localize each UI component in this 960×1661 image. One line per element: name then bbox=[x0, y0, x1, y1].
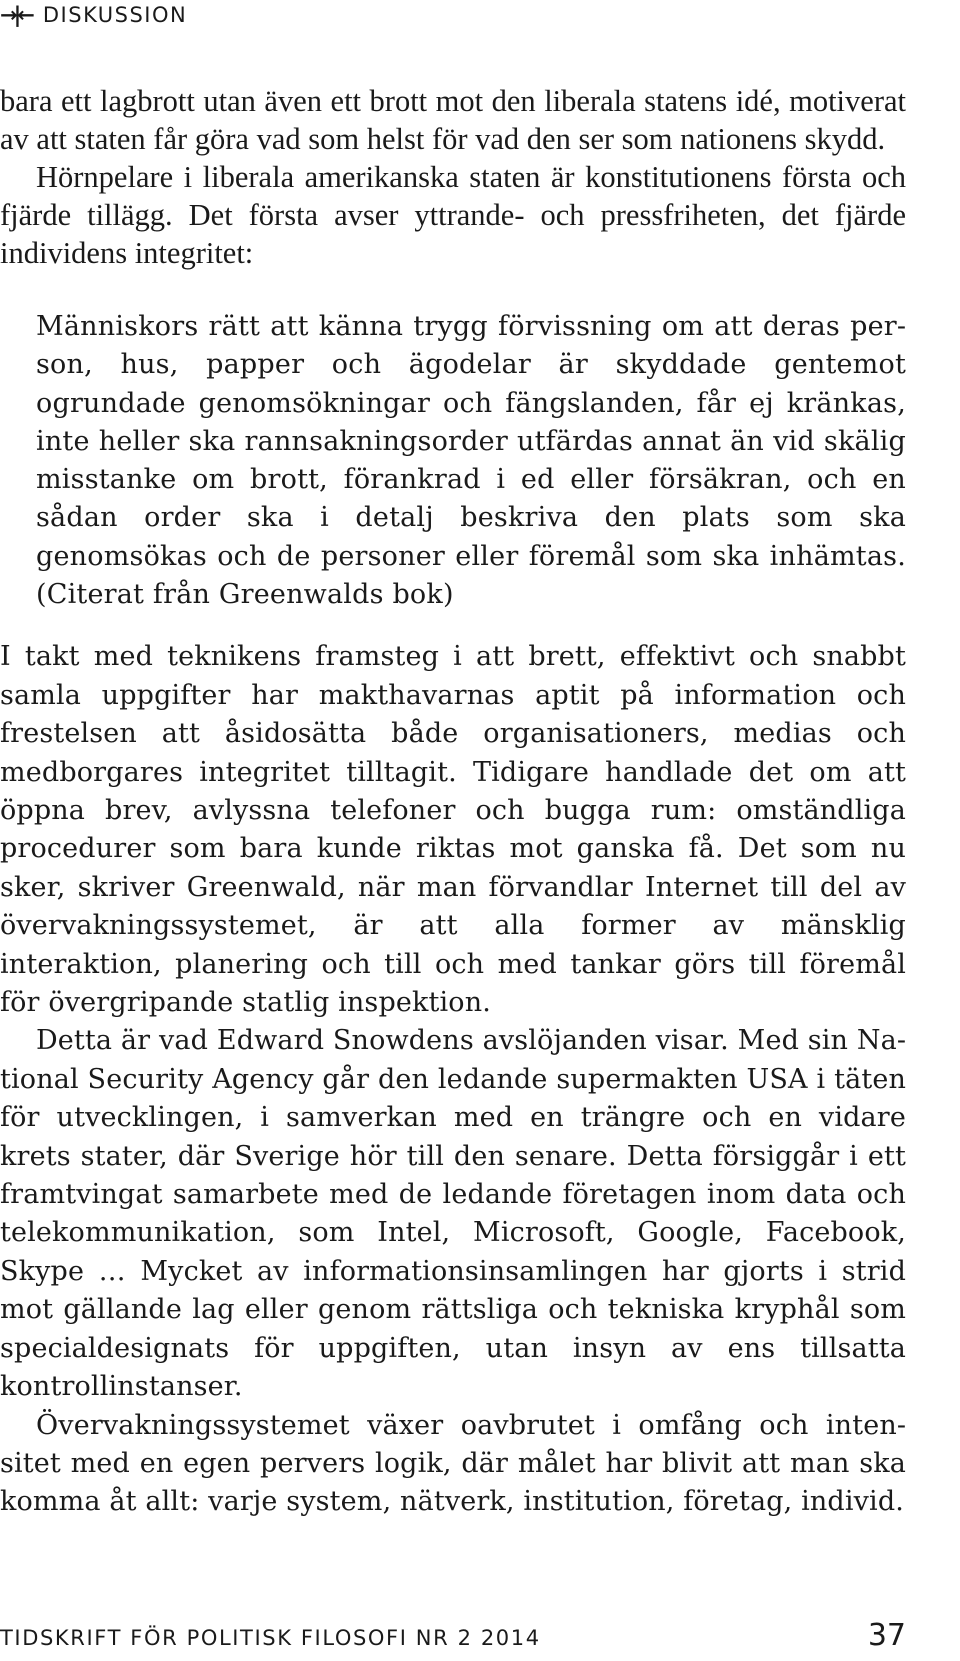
paragraph-3: I takt med teknikens framsteg i att brett, effektivt och snabbt samla uppgifter har makthavarnas aptit på information och frestelsen att åsidosätta både organisationers, medias och medborgares integritet tilltagit. Tidigare handlade det om att öppna brev, avlyssna telefoner och bugga rum: omständliga procedurer som bara kunde riktas mot ganska få. Det som nu sker, skriver Greenwald, när man förvandlar Internet till del av övervakningssystemet, är att alla former av mänsklig interaktion, planering och till och med tankar görs till föremål för övergripande statlig inspektion. bbox=[0, 641, 906, 1019]
section-arrows-icon: →|← bbox=[0, 3, 31, 27]
section-header bbox=[0, 0, 187, 30]
block-quote: Människors rätt att känna trygg förvissning om att deras person, hus, papper och ägodelar är skyddade gentemot ogrundade genomsökningar och fängslanden, får ej kränkas, inte heller ska rannsakningsorder utfärdas annat än vid skälig misstanke om brott, förankrad i ed eller försäkran, och en sådan order ska i detalj beskriva den plats som ska genomsökas och de personer eller föremål som ska inhämtas. (Citerat från Greenwalds bok) bbox=[36, 311, 906, 611]
page-footer bbox=[0, 1618, 906, 1653]
paragraph-1: bara ett lagbrott utan även ett brott mot den liberala statens idé, motiverat av att staten får göra vad som helst för vad den ser som nationens skydd. bbox=[0, 84, 906, 156]
journal-title: TIDSKRIFT FÖR POLITISK FILOSOFI NR 2 2014 bbox=[0, 1626, 541, 1650]
page-number: 37 bbox=[867, 1618, 906, 1653]
paragraph-4: Detta är vad Edward Snowdens avslöjanden visar. Med sin National Security Agency går den ledande supermakten USA i täten för utvecklingen, i samverkan med en trängre och en vidare krets stater, där Sverige hör till den senare. Detta försiggår i ett framtvingat samarbete med de ledande företagen inom data och telekommunikation, som Intel, Microsoft, Google, Facebook, Skype … Mycket av informationsinsamlingen har gjorts i strid mot gällande lag eller genom rättsliga och tekniska kryphål som specialdesignats för uppgiften, utan insyn av ens tillsatta kontrollinstanser. bbox=[0, 1025, 906, 1403]
paragraph-5: Övervakningssystemet växer oavbrutet i omfång och intensitet med en egen pervers logik, där målet har blivit att man ska komma åt allt: varje system, nätverk, institution, företag, individ. bbox=[0, 1409, 906, 1518]
section-label: DISKUSSION bbox=[42, 3, 188, 27]
article-body bbox=[0, 82, 906, 1522]
paragraph-2: Hörnpelare i liberala amerikanska staten är konstitutionens första och fjärde tillägg. Det första avser yttrande- och pressfriheten, det fjärde individens integritet: bbox=[0, 160, 906, 270]
